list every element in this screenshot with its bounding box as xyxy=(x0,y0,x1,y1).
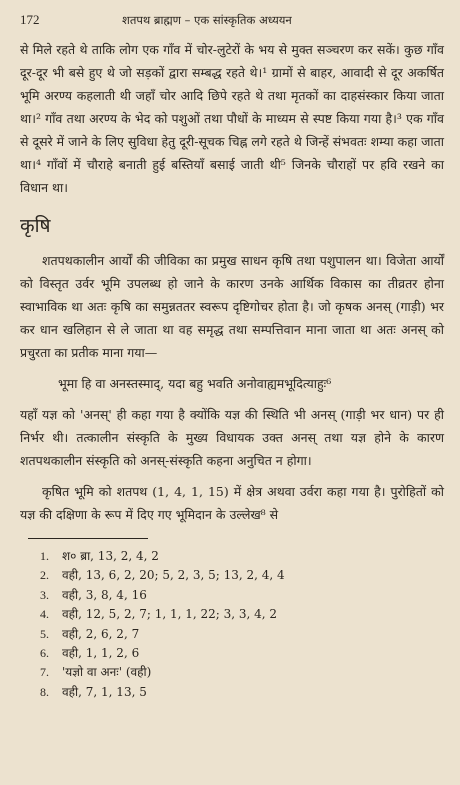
footnote-number: 5. xyxy=(40,626,49,641)
footnote-text: वही, 1, 1, 2, 6 xyxy=(62,646,140,661)
footnote-number: 7. xyxy=(40,665,49,680)
footnote-number: 4. xyxy=(40,607,49,622)
sanskrit-quote: भूमा हि वा अनस्तस्माद्, यदा बहु भवति अनोवाह्यमभूदित्याहुः⁶ xyxy=(58,376,332,391)
footnote-item xyxy=(40,566,444,585)
running-head: शतपथ ब्राह्मण – एक सांस्कृतिक अध्ययन xyxy=(122,13,292,27)
footnote-text: श० ब्रा, 13, 2, 4, 2 xyxy=(62,549,159,563)
footnote-number: 6. xyxy=(40,646,49,661)
paragraph-2: शतपथकालीन आर्यों की जीविका का प्रमुख साधन कृषि तथा पशुपालन था। विजेता आर्यों को विस्तृत उर्वर भूमि उपलब्ध हो जाने के कारण उनके आर्थिक विकास का तीव्रतर होना स्वाभाविक था अतः कृषि का समुन्नततर स्वरूप दृष्टिगोचर होता है। जो कृषक अनस् (गाड़ी) भर कर धान खलिहान से ले जाता था वह समृद्ध तथा सम्पत्तिवान माना जाता था अतः अनस् को प्रचुरता का प्रतीक माना गया— xyxy=(20,253,444,360)
paragraph-1: से मिले रहते थे ताकि लोग एक गाँव में चोर-लुटेरों के भय से मुक्त सञ्चरण कर सकें। कुछ गाँव दूर-दूर भी बसे हुए थे जो सड़कों द्वारा सम्बद्ध रहते थे।¹ ग्रामों से बाहर, आवादी से दूर अकर्षित भूमि अरण्य कहलाती थी जहाँ चोर आदि छिपे रहते थे तथा मृतकों का दाहसंस्कार किया जाता था।² गाँव तथा अरण्य के भेद को पशुओं तथा पौधों के माध्यम से स्पष्ट किया गया है।³ एक गाँव से दूसरे में जाने के लिए सुविधा हेतु दूरी-सूचक चिह्न लगे रहते थे जिन्हें संभवतः शम्या कहा जाता था।⁴ गाँवों में चौराहे बनाती हुई बस्तियाँ बसाई जाती थी⁵ जिनके चौराहों पर हवि रखने का विधान था। xyxy=(20,42,444,195)
footnote-item xyxy=(40,683,444,702)
page-header xyxy=(20,12,444,28)
footnote-item xyxy=(40,644,444,663)
paragraph-4: कृषित भूमि को शतपथ (1, 4, 1, 15) में क्षेत्र अथवा उर्वरा कहा गया है। पुरोहितों को यज्ञ की दक्षिणा के रूप में दिए गए भूमिदान के उल्लेख⁸ से xyxy=(20,484,444,522)
footnote-text: वही, 3, 8, 4, 16 xyxy=(62,587,147,602)
section-heading: कृषि xyxy=(20,215,51,237)
footnote-item xyxy=(40,663,444,682)
footnote-text: वही, 12, 5, 2, 7; 1, 1, 1, 22; 3, 3, 4, 2 xyxy=(62,607,278,622)
footnote-item xyxy=(40,605,444,624)
paragraph-3: यहाँ यज्ञ को 'अनस्' ही कहा गया है क्योंकि यज्ञ की स्थिति भी अनस् (गाड़ी भर धान) पर ही निर्भर थी। तत्कालीन संस्कृति के मुख्य विधायक उक्त अनस् तथा यज्ञ होने के कारण शतपथकालीन संस्कृति को अनस्-संस्कृति कहना अनुचित न होगा। xyxy=(20,407,444,468)
footnote-number: 1. xyxy=(40,549,49,563)
footnote-item xyxy=(40,625,444,644)
footnote-item xyxy=(40,586,444,605)
footnote-text: 'यज्ञो वा अनः' (वही) xyxy=(62,665,152,680)
footnote-list xyxy=(20,547,444,702)
footnote-item xyxy=(40,547,444,566)
footnote-text: वही, 13, 6, 2, 20; 5, 2, 3, 5; 13, 2, 4, 4 xyxy=(62,568,285,583)
footnote-number: 3. xyxy=(40,587,49,602)
footnote-number: 2. xyxy=(40,568,49,583)
footnote-text: वही, 2, 6, 2, 7 xyxy=(62,626,140,641)
footnote-divider xyxy=(28,538,148,539)
footnote-number: 8. xyxy=(40,684,49,699)
page-number: 172 xyxy=(20,12,40,27)
footnote-text: वही, 7, 1, 13, 5 xyxy=(62,684,147,699)
